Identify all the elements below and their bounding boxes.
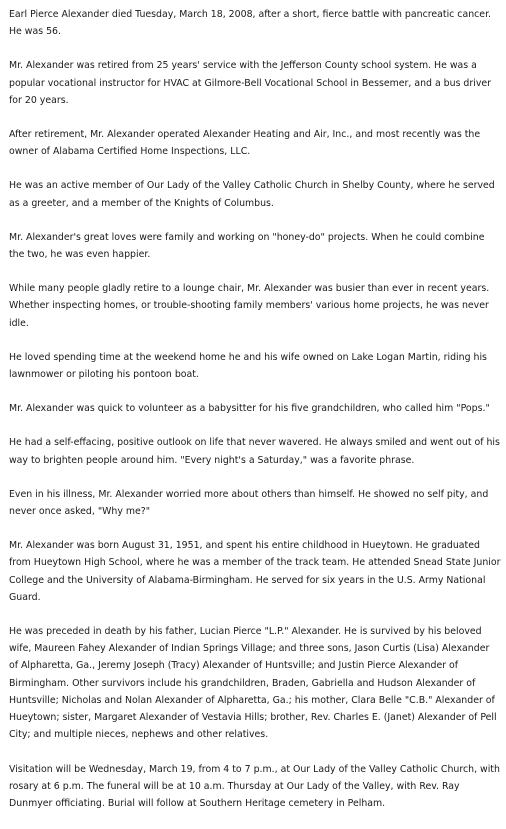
paragraph-church: He was an active member of Our Lady of the Valley Catholic Church in Shelby County, where he served as a greeter, and a member of the Knights of Columbus. [9, 180, 495, 209]
paragraph-illness: Even in his illness, Mr. Alexander worried more about others than himself. He showed no self pity, and never once asked, "Why me?" [9, 488, 489, 518]
obituary-article [9, 6, 501, 829]
paragraph-biography: Mr. Alexander was born August 31, 1951, and spent his entire childhood in Hueytown. He graduated from Hueytown High School, where he was a member of the track team. He attended Snead State Junior College and the University of Alabama-Birmingham. He served for six years in the U.S. Army National Guard. [9, 540, 501, 603]
paragraph-outlook: He had a self-effacing, positive outlook on life that never wavered. He always smiled and went out of his way to brighten people around him. "Every night's a Saturday," was a favorite phrase. [9, 437, 500, 466]
paragraph-loves: Mr. Alexander's great loves were family and working on "honey-do" projects. When he could combine the two, he was even happier. [9, 231, 485, 261]
paragraph-busy-years: While many people gladly retire to a lounge chair, Mr. Alexander was busier than ever in recent years. Whether inspecting homes, or trouble-shooting family members' various home projects, he was never idle. [9, 283, 490, 329]
paragraph-services: Visitation will be Wednesday, March 19, from 4 to 7 p.m., at Our Lady of the Valley Catholic Church, with rosary at 6 p.m. The funeral will be at 10 a.m. Thursday at Our Lady of the Valley, with Rev. Ray Dunmyer officiating. Burial will follow at Southern Heritage cemetery in Pelham. [9, 763, 500, 809]
paragraph-survivors: He was preceded in death by his father, Lucian Pierce "L.P." Alexander. He is survived by his beloved wife, Maureen Fahey Alexander of Indian Springs Village; and three sons, Jason Curtis (Lisa) Alexander of Alpharetta, Ga., Jeremy Joseph (Tracy) Alexander of Huntsville; and Justin Pierce Alexander of Birmingham. Other survivors include his grandchildren, Braden, Gabriella and Hudson Alexander of Huntsville; Nicholas and Nolan Alexander of Alpharetta, Ga.; his mother, Clara Belle "C.B." Alexander of Hueytown; sister, Margaret Alexander of Vestavia Hills; brother, Rev. Charles E. (Janet) Alexander of Pell City; and multiple nieces, nephews and other relatives. [9, 626, 497, 741]
paragraph-lake-home: He loved spending time at the weekend home he and his wife owned on Lake Logan Martin, riding his lawnmower or piloting his pontoon boat. [9, 351, 487, 381]
paragraph-career: Mr. Alexander was retired from 25 years' service with the Jefferson County school system. He was a popular vocational instructor for HVAC at Gilmore-Bell Vocational School in Bessemer, and a bus driver for 20 years. [9, 60, 492, 106]
paragraph-grandchildren: Mr. Alexander was quick to volunteer as a babysitter for his five grandchildren, who called him "Pops." [9, 403, 490, 415]
paragraph-death-notice: Earl Pierce Alexander died Tuesday, March 18, 2008, after a short, fierce battle with pancreatic cancer. He was 56. [9, 9, 492, 38]
paragraph-retirement-business: After retirement, Mr. Alexander operated Alexander Heating and Air, Inc., and most recently was the owner of Alabama Certified Home Inspections, LLC. [9, 129, 481, 158]
